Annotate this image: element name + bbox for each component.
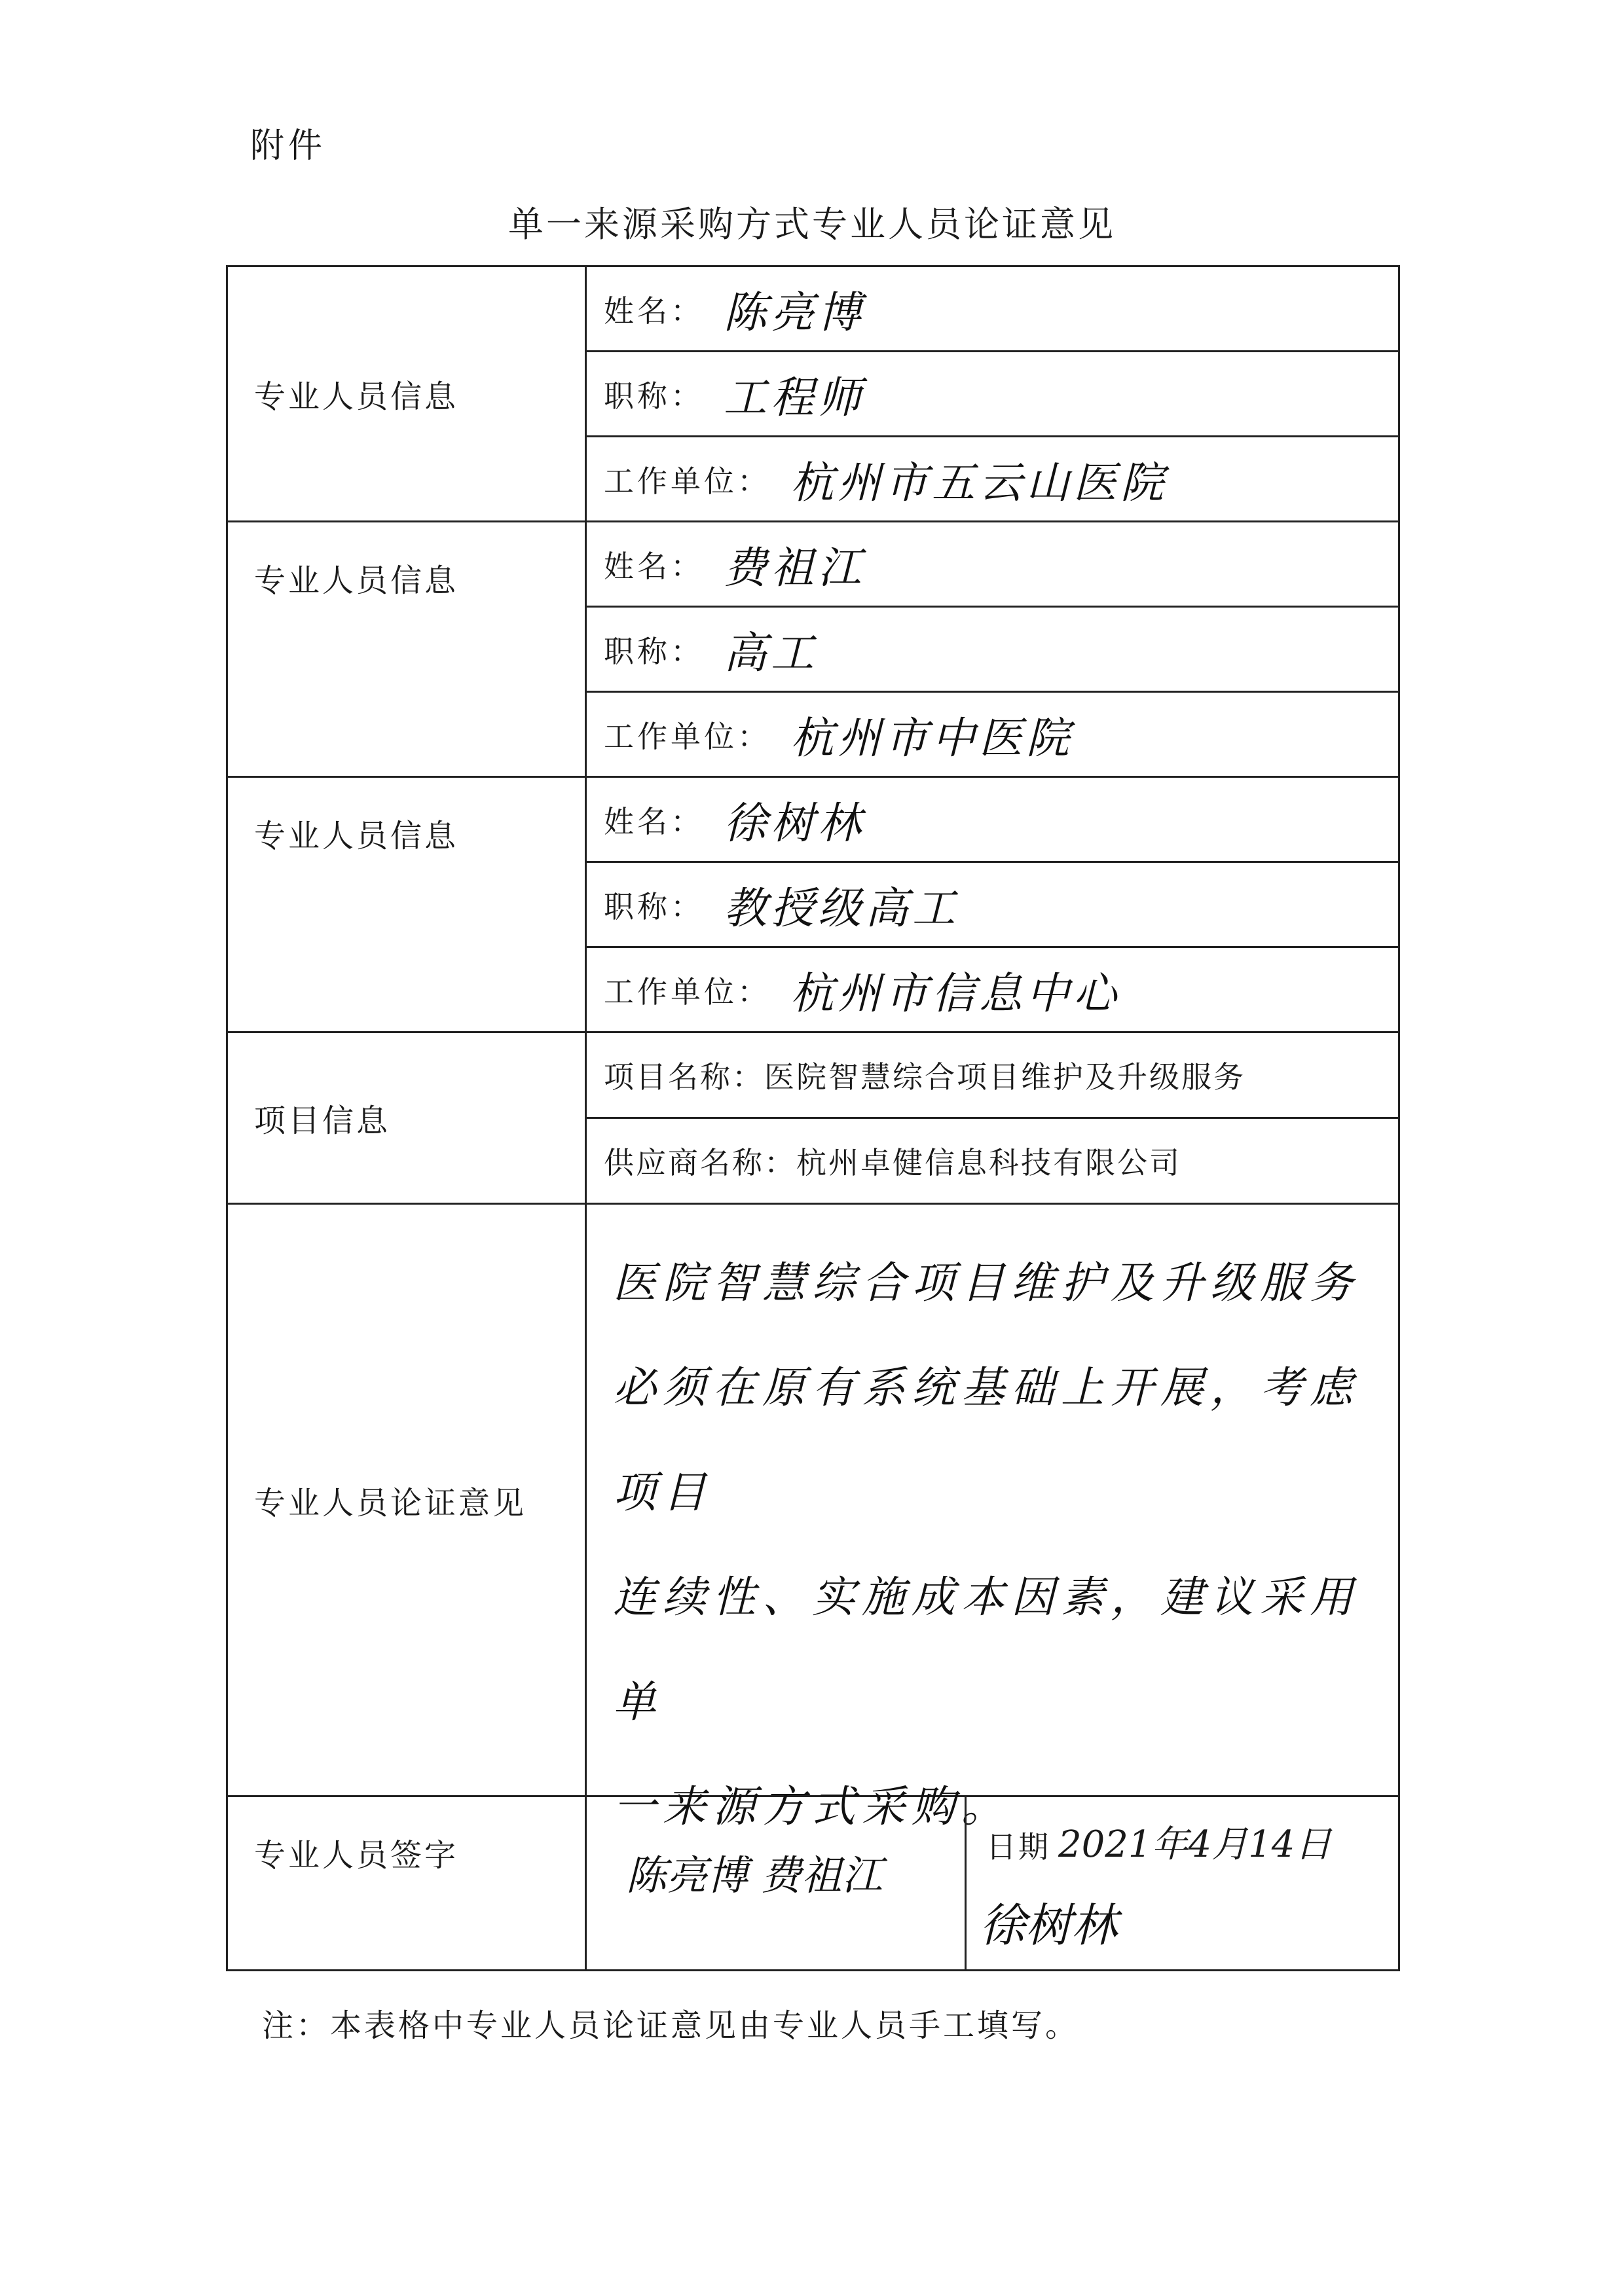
opinion-section-label: 专业人员论证意见 [228,1205,587,1795]
project-row [228,1033,1398,1205]
expert-1-title-handwritten: 工程师 [724,373,865,423]
project-name: 项目名称：医院智慧综合项目维护及升级服务 [604,1059,1246,1095]
opinion-line: 必须在原有系统基础上开展，考虑项目 [613,1362,1359,1518]
footer-note: 注：本表格中专业人员论证意见由专业人员手工填写。 [262,2007,1080,2044]
signature-section-label: 专业人员签字 [228,1797,587,1969]
expert-3-unit-cell [587,948,1398,1031]
title-label: 职称： [604,378,704,414]
signature-handwritten-2: 徐树林 [980,1899,1117,1952]
expert-3-unit-handwritten: 杭州市信息中心 [790,968,1120,1019]
expert-1-row [228,267,1398,522]
date-label: 日期 [986,1829,1050,1865]
name-label: 姓名： [604,803,704,839]
opinion-form [226,265,1400,1971]
expert-2-unit-handwritten: 杭州市中医院 [790,713,1073,763]
title-label: 职称： [604,633,704,669]
expert-2-title-handwritten: 高工 [724,628,818,678]
expert-3-title-cell [587,863,1398,948]
signature-area [587,1797,967,1969]
project-section-label: 项目信息 [228,1033,587,1203]
expert-1-name-handwritten: 陈亮博 [724,287,865,338]
supplier-cell [587,1119,1398,1203]
opinion-row [228,1205,1398,1832]
expert-1-unit-cell [587,437,1398,520]
expert-3-title-handwritten: 教授级高工 [724,883,959,934]
opinion-line: 连续性、实施成本因素，建议采用单 [613,1572,1359,1727]
attachment-label: 附件 [250,126,327,166]
expert-2-title-cell [587,608,1398,693]
expert-1-title-cell [587,352,1398,437]
date-area [967,1797,1398,1969]
opinion-line: 医院智慧综合项目维护及升级服务 [613,1258,1359,1308]
expert-3-name-cell [587,778,1398,863]
unit-label: 工作单位： [604,463,771,499]
expert-2-name-cell [587,522,1398,608]
signature-row [228,1797,1398,1969]
expert-section-label: 专业人员信息 [228,522,587,776]
expert-2-row [228,522,1398,778]
expert-section-label: 专业人员信息 [228,267,587,520]
signature-handwritten: 陈亮博 费祖江 [626,1851,883,1899]
unit-label: 工作单位： [604,718,771,754]
expert-3-row [228,778,1398,1033]
title-label: 职称： [604,888,704,924]
project-name-cell [587,1033,1398,1119]
expert-3-name-handwritten: 徐树林 [724,798,865,848]
date-handwritten: 2021年4月14日 [1058,1823,1332,1866]
name-label: 姓名： [604,548,704,584]
expert-1-unit-handwritten: 杭州市五云山医院 [790,458,1168,508]
supplier-name: 供应商名称：杭州卓健信息科技有限公司 [604,1145,1181,1180]
document-title: 单一来源采购方式专业人员论证意见 [508,204,1116,245]
expert-1-name-cell [587,267,1398,352]
unit-label: 工作单位： [604,974,771,1010]
opinion-handwritten [587,1205,1398,1859]
expert-2-name-handwritten: 费祖江 [724,543,865,593]
expert-section-label: 专业人员信息 [228,778,587,1031]
opinion-line: 一来源方式采购。 [613,1781,1011,1832]
name-label: 姓名： [604,293,704,329]
expert-2-unit-cell [587,693,1398,776]
